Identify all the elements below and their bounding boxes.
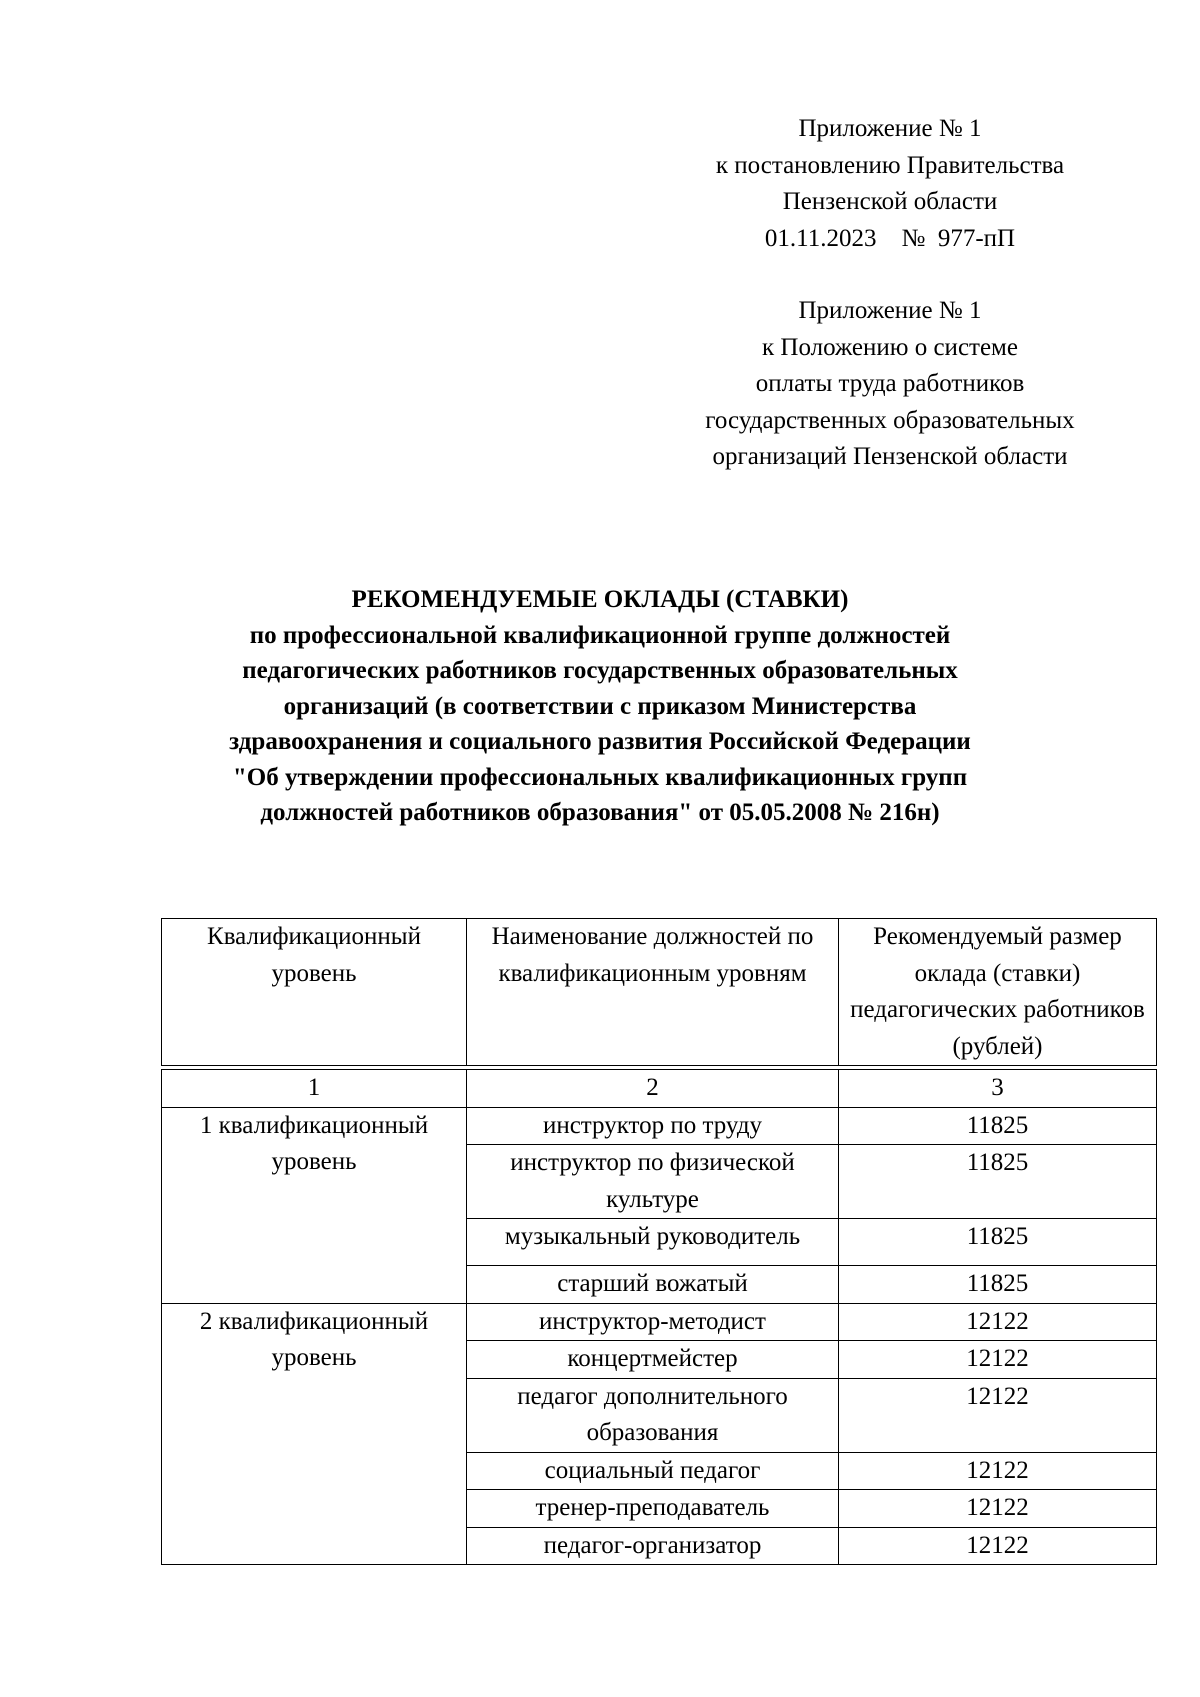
position-cell: инструктор по труду [467, 1107, 839, 1145]
position-cell: инструктор-методист [467, 1303, 839, 1341]
salary-cell: 11825 [839, 1266, 1157, 1304]
title-line: здравоохранения и социального развития Российской Федерации [229, 728, 971, 755]
document-title [180, 582, 1020, 831]
appendix-second [675, 293, 1105, 476]
salary-cell: 12122 [839, 1378, 1157, 1452]
table-row [162, 1303, 1157, 1341]
appendix-second-line: оплаты труда работников [755, 370, 1025, 397]
salary-cell: 11825 [839, 1107, 1157, 1145]
appendix-second-line: организаций Пензенской области [712, 443, 1068, 470]
level-cell: 1 квалификационный уровень [162, 1107, 467, 1303]
appendix-top [675, 111, 1105, 257]
title-line: педагогических работников государственных образовательных [242, 657, 958, 684]
appendix-top-line: Пензенской области [782, 188, 998, 215]
position-cell: музыкальный руководитель [467, 1219, 839, 1266]
appendix-second-line: государственных образовательных [705, 406, 1075, 434]
appendix-top-line: 01.11.2023 № 977-пП [764, 224, 1016, 252]
salary-cell: 12122 [839, 1452, 1157, 1490]
salary-cell: 11825 [839, 1145, 1157, 1219]
salary-cell: 12122 [839, 1341, 1157, 1379]
position-cell: социальный педагог [467, 1452, 839, 1490]
column-number: 2 [467, 1070, 839, 1108]
salary-cell: 12122 [839, 1527, 1157, 1565]
position-cell: старший вожатый [467, 1266, 839, 1304]
title-line: РЕКОМЕНДУЕМЫЕ ОКЛАДЫ (СТАВКИ) [351, 586, 849, 613]
position-cell: тренер-преподаватель [467, 1490, 839, 1528]
header-cell-level: Квалификационный уровень [162, 919, 467, 1066]
level-cell: 2 квалификационный уровень [162, 1303, 467, 1565]
title-line: организаций (в соответствии с приказом Министерства [283, 692, 917, 720]
salary-cell: 12122 [839, 1303, 1157, 1341]
salary-cell: 12122 [839, 1490, 1157, 1528]
appendix-top-line: к постановлению Правительства [715, 151, 1065, 179]
salary-cell: 11825 [839, 1219, 1157, 1266]
appendix-top-line: Приложение № 1 [798, 115, 982, 142]
header-cell-position: Наименование должностей по квалификационным уровням [467, 919, 839, 1066]
table-header [161, 918, 1157, 1066]
title-line: "Об утверждении профессиональных квалификационных групп [232, 763, 968, 791]
title-line: по профессиональной квалификационной группе должностей [249, 621, 951, 649]
position-cell: концертмейстер [467, 1341, 839, 1379]
position-cell: инструктор по физической культуре [467, 1145, 839, 1219]
table-row [162, 1107, 1157, 1145]
position-cell: педагог-организатор [467, 1527, 839, 1565]
appendix-second-line: Приложение № 1 [798, 297, 982, 324]
table-row [162, 1070, 1157, 1108]
header-cell-salary: Рекомендуемый размер оклада (ставки) педагогических работников (рублей) [839, 919, 1157, 1066]
salary-table [161, 1069, 1157, 1565]
title-line: должностей работников образования" от 05.05.2008 № 216н) [260, 799, 940, 826]
position-cell: педагог дополнительного образования [467, 1378, 839, 1452]
appendix-second-line: к Положению о системе [762, 333, 1018, 361]
column-number: 1 [162, 1070, 467, 1108]
column-number: 3 [839, 1070, 1157, 1108]
